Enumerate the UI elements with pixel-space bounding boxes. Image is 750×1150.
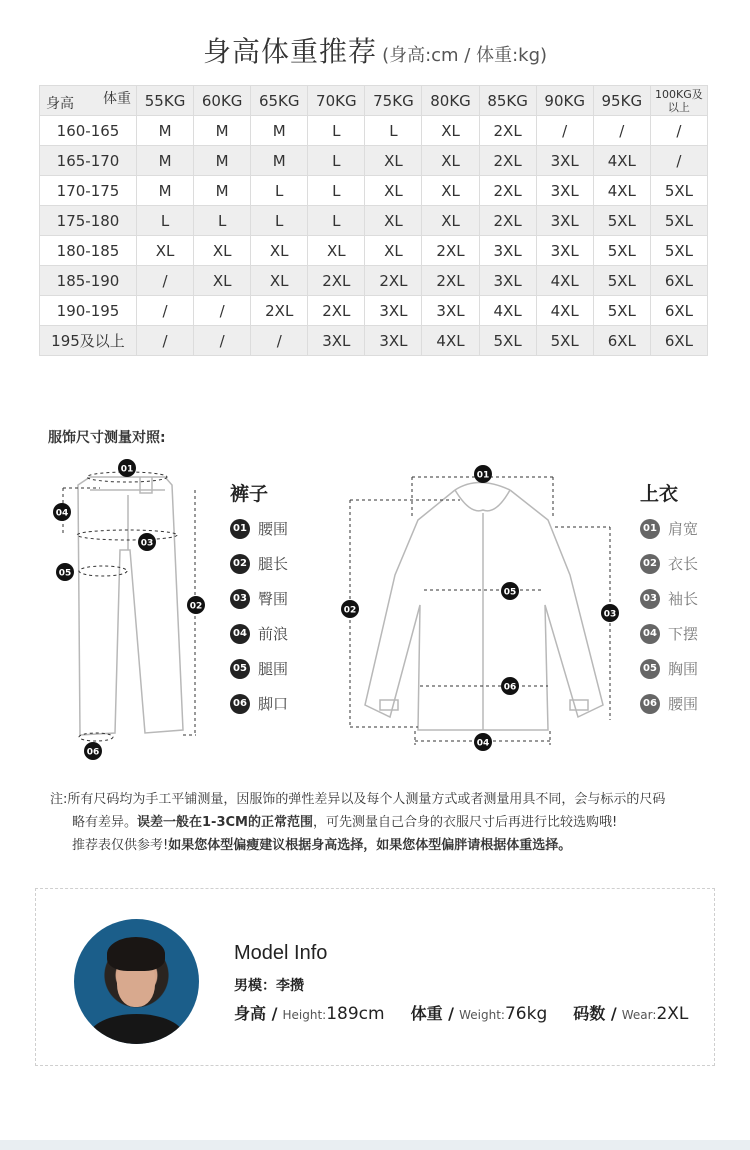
size-cell: 5XL: [536, 326, 593, 356]
size-cell: 5XL: [650, 176, 707, 206]
model-avatar: [74, 919, 199, 1044]
size-cell: L: [137, 206, 194, 236]
size-cell: /: [251, 326, 308, 356]
shirt-guide-lines: [350, 477, 610, 745]
size-cell: 3XL: [365, 296, 422, 326]
top-legend-title: 上衣: [640, 483, 679, 505]
legend-item: [230, 546, 288, 581]
measure-marker: [53, 503, 71, 521]
height-en: Height:: [282, 1008, 327, 1022]
measure-marker: [187, 596, 205, 614]
legend-number: 06: [640, 694, 660, 714]
size-cell: XL: [365, 206, 422, 236]
model-info-card: [35, 888, 715, 1066]
size-cell: /: [536, 116, 593, 146]
legend-label: 肩宽: [668, 520, 699, 538]
table-row: [40, 176, 708, 206]
size-cell: 5XL: [479, 326, 536, 356]
size-cell: 2XL: [479, 206, 536, 236]
height-cell: 185-190: [40, 266, 137, 296]
weight-header: 85KG: [479, 86, 536, 116]
measurement-illustration: [0, 455, 750, 775]
weight-header: 75KG: [365, 86, 422, 116]
table-row: [40, 206, 708, 236]
size-cell: L: [308, 146, 365, 176]
wear-en: Wear:: [621, 1008, 657, 1022]
legend-item: [230, 686, 288, 721]
pants-legend: [230, 511, 288, 721]
size-cell: 5XL: [593, 206, 650, 236]
title-main: 身高体重推荐: [202, 35, 377, 68]
note-text-2a: 略有差异。: [72, 815, 138, 830]
legend-label: 腰围: [668, 695, 699, 713]
size-cell: 5XL: [650, 236, 707, 266]
model-info-title: Model Info: [234, 942, 328, 964]
legend-label: 臀围: [258, 590, 289, 608]
note-line-2: [50, 811, 730, 834]
size-cell: 4XL: [479, 296, 536, 326]
size-cell: M: [137, 116, 194, 146]
model-stats: [234, 1001, 714, 1024]
size-cell: 2XL: [422, 266, 479, 296]
pants-legend-title: 裤子: [230, 483, 269, 505]
size-chart-table: [39, 85, 708, 356]
legend-number: 03: [230, 589, 250, 609]
legend-label: 腿长: [258, 555, 289, 573]
marker-number: 03: [603, 609, 617, 620]
size-cell: /: [194, 296, 251, 326]
size-cell: M: [137, 146, 194, 176]
measure-marker: [138, 533, 156, 551]
measurement-markers: [53, 459, 619, 760]
legend-item: [230, 651, 288, 686]
marker-number: 02: [189, 601, 203, 612]
size-cell: L: [308, 206, 365, 236]
size-cell: 4XL: [422, 326, 479, 356]
legend-number: 06: [230, 694, 250, 714]
corner-weight-label: 体重: [103, 91, 131, 107]
weight-value: 76kg: [504, 1004, 548, 1024]
size-cell: L: [194, 206, 251, 236]
size-cell: XL: [137, 236, 194, 266]
height-cell: 195及以上: [40, 326, 137, 356]
size-cell: XL: [422, 176, 479, 206]
table-row: [40, 296, 708, 326]
size-cell: 4XL: [536, 266, 593, 296]
marker-number: 02: [343, 605, 357, 616]
height-key: 身高 /: [234, 1004, 278, 1023]
wear-key: 码数 /: [573, 1004, 617, 1023]
size-cell: 6XL: [593, 326, 650, 356]
size-cell: /: [194, 326, 251, 356]
size-cell: L: [308, 116, 365, 146]
size-cell: 2XL: [422, 236, 479, 266]
legend-label: 脚口: [258, 695, 289, 713]
model-wear: [573, 1001, 688, 1024]
size-cell: 2XL: [365, 266, 422, 296]
legend-number: 01: [230, 519, 250, 539]
measurement-note: [50, 788, 730, 857]
note-line-3: [50, 834, 730, 857]
height-value: 189cm: [326, 1004, 385, 1024]
size-cell: 3XL: [536, 206, 593, 236]
measure-marker: [501, 582, 519, 600]
marker-number: 05: [503, 587, 517, 598]
legend-number: 03: [640, 589, 660, 609]
height-cell: 160-165: [40, 116, 137, 146]
size-cell: L: [365, 116, 422, 146]
page-title: [0, 30, 750, 70]
legend-item: [640, 581, 698, 616]
size-cell: XL: [194, 236, 251, 266]
weight-header: 55KG: [137, 86, 194, 116]
weight-en: Weight:: [459, 1008, 505, 1022]
marker-number: 04: [55, 508, 69, 519]
legend-label: 腿围: [258, 660, 289, 678]
legend-number: 04: [640, 624, 660, 644]
marker-number: 06: [503, 682, 517, 693]
size-cell: /: [593, 116, 650, 146]
size-cell: 3XL: [422, 296, 479, 326]
size-cell: 6XL: [650, 296, 707, 326]
note-text-2b: 误差一般在1-3CM的正常范围: [137, 815, 313, 830]
legend-number: 02: [230, 554, 250, 574]
model-weight: [411, 1001, 548, 1024]
size-cell: 6XL: [650, 326, 707, 356]
size-cell: 2XL: [479, 146, 536, 176]
measure-marker: [118, 459, 136, 477]
size-cell: XL: [194, 266, 251, 296]
table-row: [40, 326, 708, 356]
legend-label: 胸围: [668, 660, 699, 678]
corner-height-label: 身高: [46, 96, 74, 112]
size-cell: /: [137, 326, 194, 356]
legend-number: 05: [640, 659, 660, 679]
note-text-2c: ，可先测量自己合身的衣服尺寸后再进行比较选购哦!: [312, 815, 618, 830]
size-cell: XL: [422, 206, 479, 236]
height-cell: 180-185: [40, 236, 137, 266]
legend-label: 腰围: [258, 520, 289, 538]
legend-label: 前浪: [258, 625, 289, 643]
legend-item: [230, 616, 288, 651]
size-cell: 4XL: [593, 146, 650, 176]
size-cell: 5XL: [593, 236, 650, 266]
size-cell: XL: [251, 236, 308, 266]
avatar-hair: [107, 937, 165, 971]
table-row: [40, 266, 708, 296]
size-cell: XL: [365, 176, 422, 206]
legend-label: 袖长: [668, 590, 699, 608]
table-row: [40, 146, 708, 176]
size-cell: M: [194, 146, 251, 176]
size-cell: L: [308, 176, 365, 206]
size-cell: /: [650, 146, 707, 176]
weight-header: 95KG: [593, 86, 650, 116]
weight-header: 90KG: [536, 86, 593, 116]
size-cell: 3XL: [536, 236, 593, 266]
size-cell: 6XL: [650, 266, 707, 296]
legend-number: 01: [640, 519, 660, 539]
size-cell: M: [194, 176, 251, 206]
size-cell: 3XL: [365, 326, 422, 356]
legend-label: 衣长: [668, 555, 699, 573]
height-cell: 190-195: [40, 296, 137, 326]
measure-marker: [601, 604, 619, 622]
size-cell: 2XL: [308, 296, 365, 326]
marker-number: 03: [140, 538, 154, 549]
size-cell: XL: [308, 236, 365, 266]
legend-item: [230, 511, 288, 546]
legend-label: 下摆: [668, 625, 699, 643]
measure-marker: [84, 742, 102, 760]
legend-item: [640, 511, 698, 546]
marker-number: 01: [120, 464, 134, 475]
legend-item: [230, 581, 288, 616]
size-cell: XL: [365, 236, 422, 266]
size-cell: M: [251, 116, 308, 146]
size-cell: 5XL: [593, 296, 650, 326]
pants-illustration: [78, 477, 183, 735]
size-cell: L: [251, 206, 308, 236]
measure-marker: [474, 733, 492, 751]
size-cell: 5XL: [650, 206, 707, 236]
size-cell: 3XL: [536, 176, 593, 206]
wear-value: 2XL: [656, 1004, 689, 1024]
table-row: [40, 116, 708, 146]
pants-guide-lines: [63, 472, 196, 741]
size-cell: 5XL: [593, 266, 650, 296]
legend-item: [640, 546, 698, 581]
size-cell: 3XL: [536, 146, 593, 176]
size-cell: 2XL: [251, 296, 308, 326]
weight-header: 60KG: [194, 86, 251, 116]
height-cell: 175-180: [40, 206, 137, 236]
size-cell: 3XL: [308, 326, 365, 356]
size-cell: 2XL: [479, 176, 536, 206]
size-cell: XL: [365, 146, 422, 176]
measure-marker: [474, 465, 492, 483]
size-cell: M: [194, 116, 251, 146]
footer-strip: [0, 1140, 750, 1150]
legend-item: [640, 686, 698, 721]
note-prefix: 注:: [50, 792, 68, 807]
size-cell: XL: [422, 146, 479, 176]
size-cell: XL: [251, 266, 308, 296]
measure-marker: [501, 677, 519, 695]
note-text-3a: 推荐表仅供参考!: [72, 838, 169, 853]
marker-number: 06: [86, 747, 100, 758]
shirt-illustration: [365, 483, 603, 731]
weight-header: 65KG: [251, 86, 308, 116]
size-cell: L: [251, 176, 308, 206]
marker-number: 04: [476, 738, 490, 749]
weight-header: 80KG: [422, 86, 479, 116]
weight-header: 100KG及以上: [650, 86, 707, 116]
size-cell: 2XL: [479, 116, 536, 146]
size-cell: /: [137, 266, 194, 296]
legend-number: 05: [230, 659, 250, 679]
size-cell: /: [137, 296, 194, 326]
size-cell: 4XL: [536, 296, 593, 326]
size-cell: XL: [422, 116, 479, 146]
table-row: [40, 236, 708, 266]
avatar-shirt: [89, 1014, 184, 1044]
height-cell: 170-175: [40, 176, 137, 206]
legend-number: 04: [230, 624, 250, 644]
size-cell: 4XL: [593, 176, 650, 206]
size-cell: /: [650, 116, 707, 146]
model-height: [234, 1001, 385, 1024]
marker-number: 05: [58, 568, 72, 579]
note-text-1: 所有尺码均为手工平铺测量，因服饰的弹性差异以及每个人测量方式或者测量用具不同，会与标示的尺码: [67, 792, 666, 807]
weight-key: 体重 /: [410, 1004, 455, 1023]
size-cell: M: [251, 146, 308, 176]
size-chart-header-row: [40, 86, 708, 116]
size-cell: 3XL: [479, 236, 536, 266]
top-legend: [640, 511, 698, 721]
legend-number: 02: [640, 554, 660, 574]
height-cell: 165-170: [40, 146, 137, 176]
measurement-diagram: [0, 455, 750, 775]
legend-item: [640, 651, 698, 686]
measure-marker: [341, 600, 359, 618]
title-subtitle: (身高:cm / 体重:kg): [382, 45, 548, 66]
legend-item: [640, 616, 698, 651]
marker-number: 01: [476, 470, 490, 481]
weight-header: 70KG: [308, 86, 365, 116]
size-cell: 3XL: [479, 266, 536, 296]
measure-section-label: 服饰尺寸测量对照:: [48, 430, 166, 446]
size-cell: 2XL: [308, 266, 365, 296]
note-line-1: [50, 788, 730, 811]
size-chart-corner: [40, 86, 137, 116]
size-cell: M: [137, 176, 194, 206]
note-text-3b: 如果您体型偏瘦建议根据身高选择，如果您体型偏胖请根据体重选择。: [168, 838, 572, 853]
model-name: 男模：李攒: [234, 978, 304, 994]
measure-marker: [56, 563, 74, 581]
size-chart-body: [40, 116, 708, 356]
